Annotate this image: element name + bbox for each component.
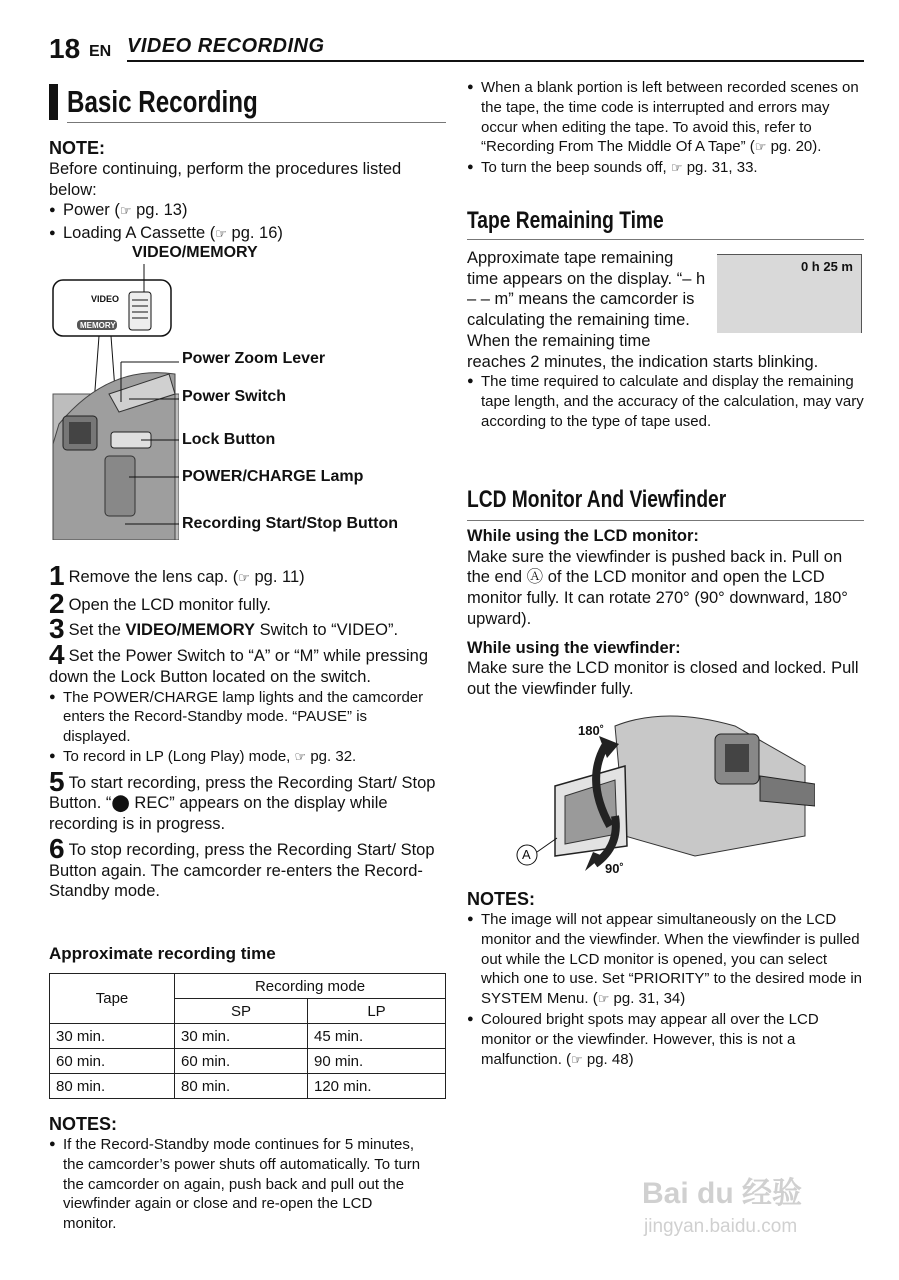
lcd-sub-viewfinder: While using the viewfinder: [467,638,681,657]
page-header [49,33,864,63]
pointing-hand-icon: ☞ [571,1052,583,1068]
step-4-bullet-2: ● To record in LP (Long Play) mode, ☞ pg. 32. [49,747,449,768]
camcorder-lcd-illustration [515,706,815,878]
lcd-title-rule [467,520,864,521]
note-intro: Before continuing, perform the procedures listed below: [49,160,402,199]
note-heading: NOTE: [49,138,105,158]
callout-power-zoom-lever: Power Zoom Lever [182,350,326,367]
callout-lock-button: Lock Button [182,431,276,448]
note-item-cassette: ● Loading A Cassette (☞ pg. 16) [49,223,449,246]
tape-para: Approximate tape remaining time appears on the display. “– h – – m” means the camcorder is calculating the remaining time. When the remaining time reaches 2 minutes, the indication starts blinking. [467,249,819,371]
left-notes-heading: NOTES: [49,1114,118,1134]
pointing-hand-icon: ☞ [294,749,307,765]
col-sp-header: SP [175,999,308,1024]
pointing-hand-icon: ☞ [597,992,610,1008]
header-rule [127,60,864,62]
basic-recording-title: Basic Recording [67,84,258,119]
col-lp-header: LP [308,999,446,1024]
steps-block [49,562,449,902]
switch-label-memory: MEMORY [80,321,116,330]
video-memory-label: VIDEO/MEMORY [132,244,258,261]
tape-display-value: 0 h 25 m [800,259,853,274]
pointing-hand-icon: ☞ [119,204,132,220]
table-row: 30 min. 30 min. 45 min. [50,1024,446,1049]
tape-remaining-title: Tape Remaining Time [467,207,664,234]
col-tape-header: Tape [50,974,175,1024]
step-3: 3 Set the VIDEO/MEMORY Switch to “VIDEO”. [49,613,399,645]
lcd-rotation-illustration [515,706,815,878]
table-row: 80 min. 80 min. 120 min. [50,1074,446,1099]
tape-remaining-title-block [467,205,864,241]
top-bullet-blank-portion: ● When a blank portion is left between recorded scenes on the tape, the time code is interrupted and errors may occur when editing the tape. To avoid this, refer to “Recording From The Middle Of A Tape” (☞ pg. 20). [467,78,862,158]
note-item-power: ● Power (☞ pg. 13) [49,200,449,223]
lcd-para-monitor: Make sure the viewfinder is pushed back in. Pull on the end Ⓐ of the LCD monitor and open the LCD monitor fully. It can rotate 270° (90° downward, 180° upward). [467,547,848,628]
callout-lines [49,244,184,540]
lcd-sub-monitor: While using the LCD monitor: [467,527,699,545]
pointing-hand-icon: ☞ [215,227,227,243]
section-title: VIDEO RECORDING [127,35,325,57]
title-rule [67,122,446,123]
rotation-label-180: 180˚ [578,723,605,738]
pointing-hand-icon: ☞ [754,140,767,156]
step-4: 4 Set the Power Switch to “A” or “M” while pressing down the Lock Button located on the switch. [49,639,429,686]
baidu-watermark [640,1168,880,1248]
top-bullet-beep: ● To turn the beep sounds off, ☞ pg. 31, 33. [467,158,862,179]
lcd-title-block [467,484,864,522]
left-notes-block [49,1113,429,1234]
right-notes-item-1: ● The image will not appear simultaneously on the LCD monitor and the viewfinder. When the viewfinder is pulled out while the LCD monitor is opened, you can select which one to use. Set “PRIORITY” to the desired mode in SYSTEM Menu. (☞ pg. 31, 34) [467,910,864,1010]
tape-bullet: ● The time required to calculate and display the remaining tape length, and the accuracy of the calculation, may vary according to the type of tape used. [467,372,864,431]
right-notes-block [467,888,864,1070]
tape-title-rule [467,239,864,240]
title-marker [49,84,58,120]
camcorder-controls-diagram [49,244,449,540]
step-2: 2 Open the LCD monitor fully. [49,587,271,619]
pointing-hand-icon: ☞ [670,161,683,177]
switch-label-video: VIDEO [91,294,120,304]
right-notes-heading: NOTES: [467,889,536,909]
lcd-section [467,526,864,700]
basic-recording-title-block [49,80,446,124]
watermark-url: jingyan.baidu.com [644,1216,798,1237]
rotation-label-90: 90˚ [605,861,624,876]
left-notes-item: ● If the Record-Standby mode continues for 5 minutes, the camcorder’s power shuts off automatically. To turn the camcorder on again, push back and pull out the viewfinder again or close and re-open the LCD monitor. [49,1135,429,1234]
note-block [49,137,449,246]
watermark-brand: Bai du 经验 [642,1177,803,1210]
step-5: 5 To start recording, press the Recording Start/ Stop Button. “⬤ REC” appears on the display while recording is in progress. [49,765,436,834]
tape-remaining-paragraph [467,248,864,432]
page-number: 18 [49,33,81,64]
callout-a-label: A [522,847,531,862]
lcd-para-viewfinder: Make sure the LCD monitor is closed and locked. Pull out the viewfinder fully. [467,659,859,698]
pointing-hand-icon: ☞ [238,571,250,586]
step-6: 6 To stop recording, press the Recording Start/ Stop Button again. The camcorder re-enters the Record-Standby mode. [49,832,435,901]
table-row: 60 min. 60 min. 90 min. [50,1049,446,1074]
recording-time-table-title: Approximate recording time [49,944,276,963]
lcd-title: LCD Monitor And Viewfinder [467,486,727,513]
right-top-bullets [467,78,862,179]
callout-recording-button: Recording Start/Stop Button [182,515,398,532]
callout-power-switch: Power Switch [182,388,287,405]
step-1: 1 Remove the lens cap. (☞ pg. 11) [49,560,305,591]
step-4-bullet-1: ● The POWER/CHARGE lamp lights and the camcorder enters the Record-Standby mode. “PAUSE” is displayed. [49,688,433,747]
callout-power-charge-lamp: POWER/CHARGE Lamp [182,468,364,485]
recording-time-table [49,973,446,1099]
col-mode-header: Recording mode [175,974,446,999]
language-code: EN [89,43,112,60]
right-notes-item-2: ● Coloured bright spots may appear all over the LCD monitor or the viewfinder. However, this is not a malfunction. (☞ pg. 48) [467,1010,864,1070]
